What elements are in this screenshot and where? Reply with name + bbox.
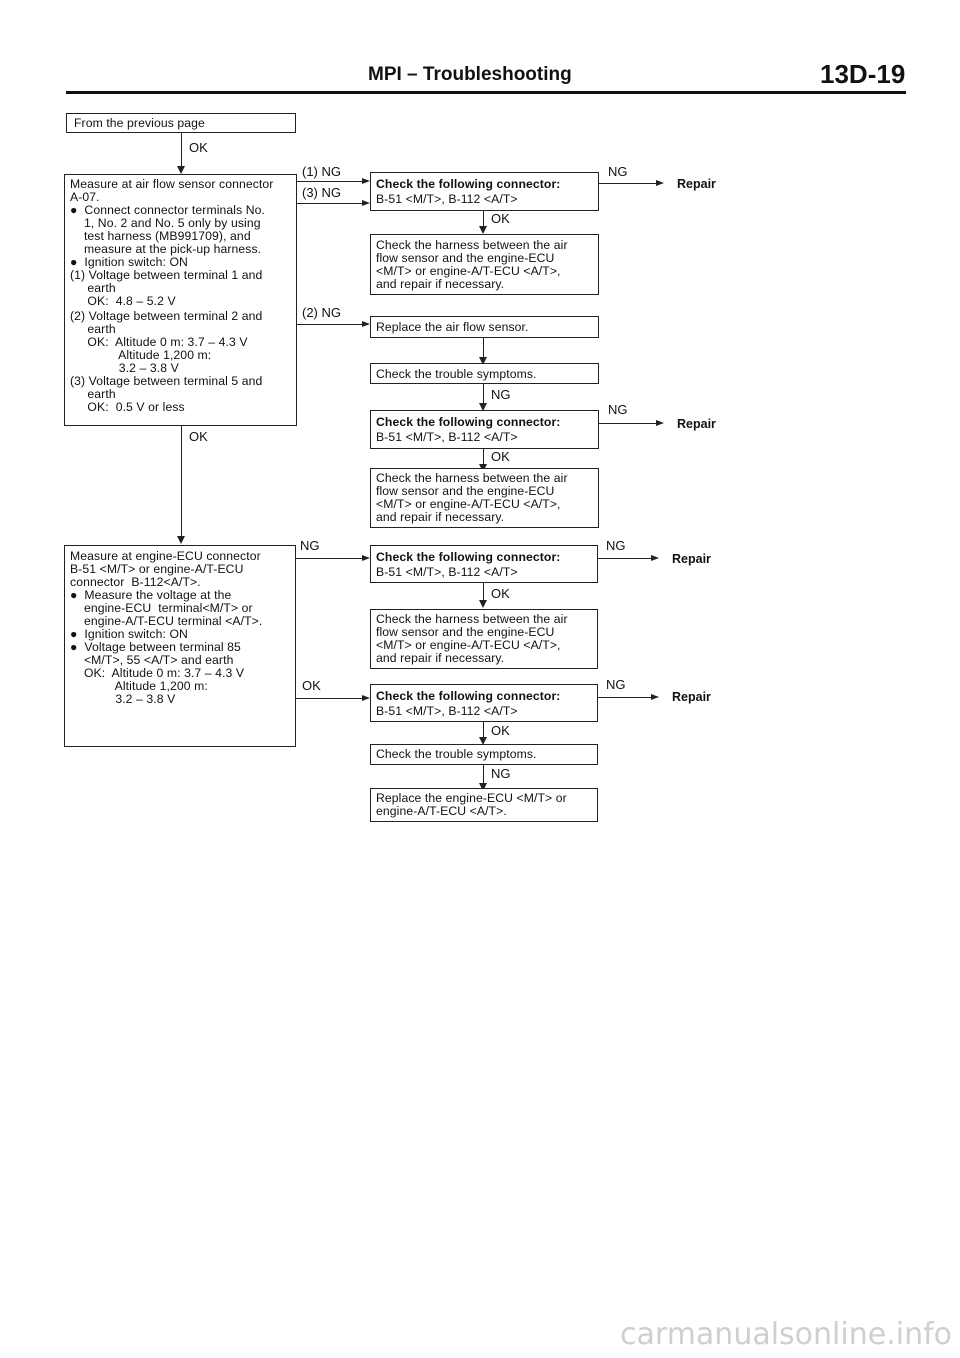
connector-line	[598, 697, 651, 698]
arrow-right	[651, 555, 659, 561]
box2-line: ● Ignition switch: ON	[70, 627, 188, 641]
box1-line: (3) Voltage between terminal 5 and	[70, 374, 263, 388]
arrow-right	[362, 695, 370, 701]
connector-line	[297, 181, 363, 182]
check-connector-detail: B-51 <M/T>, B-112 <A/T>	[376, 565, 518, 579]
box2-line: engine-ECU terminal<M/T> or	[70, 601, 253, 615]
repair-label: Repair	[677, 417, 716, 431]
ng1-label: (1) NG	[302, 164, 341, 179]
harness-line: <M/T> or engine-A/T-ECU <A/T>,	[376, 264, 561, 278]
repair-label: Repair	[677, 177, 716, 191]
box1-line: earth	[70, 281, 116, 295]
harness-line: <M/T> or engine-A/T-ECU <A/T>,	[376, 497, 561, 511]
harness-line: Check the harness between the air	[376, 612, 568, 626]
arrow-right	[362, 200, 370, 206]
check-harness-box	[370, 234, 599, 295]
repair-label: Repair	[672, 552, 711, 566]
prev-page-box	[66, 113, 296, 133]
ok-label: OK	[491, 211, 510, 226]
harness-line: flow sensor and the engine-ECU	[376, 251, 555, 265]
connector-line	[598, 558, 651, 559]
box2-line: connector B-112<A/T>.	[70, 575, 201, 589]
connector-line	[181, 133, 182, 169]
check-harness-box	[370, 468, 599, 528]
ng3-label: (3) NG	[302, 185, 341, 200]
box2-line: OK: Altitude 0 m: 3.7 – 4.3 V	[70, 666, 245, 680]
check-symptoms-box	[370, 744, 598, 765]
arrow-right	[656, 420, 664, 426]
harness-line: Check the harness between the air	[376, 238, 568, 252]
replace-sensor-text: Replace the air flow sensor.	[376, 320, 529, 334]
page-title: MPI – Troubleshooting	[368, 64, 572, 85]
ng-label: NG	[608, 402, 628, 417]
box2-line: B-51 <M/T> or engine-A/T-ECU	[70, 562, 244, 576]
harness-line: and repair if necessary.	[376, 277, 505, 291]
check-connector-box	[370, 684, 598, 722]
check-connector-title: Check the following connector:	[376, 177, 561, 191]
box1-line: ● Connect connector terminals No.	[70, 203, 266, 217]
connector-line	[599, 423, 656, 424]
box1-line: 3.2 – 3.8 V	[70, 361, 179, 375]
measure-ecu-box	[64, 545, 296, 747]
box1-line: (2) Voltage between terminal 2 and	[70, 309, 263, 323]
ok-label: OK	[491, 449, 510, 464]
connector-line	[297, 324, 363, 325]
box2-line: <M/T>, 55 <A/T> and earth	[70, 653, 234, 667]
box1-line: A-07.	[70, 190, 100, 204]
replace-ecu-line: Replace the engine-ECU <M/T> or	[376, 791, 567, 805]
harness-line: and repair if necessary.	[376, 510, 505, 524]
check-connector-title: Check the following connector:	[376, 415, 561, 429]
check-symptoms-text: Check the trouble symptoms.	[376, 367, 537, 381]
arrow-right	[362, 178, 370, 184]
measure-airflow-box	[64, 174, 297, 426]
arrow-down	[177, 536, 185, 544]
arrow-down	[479, 600, 487, 608]
replace-ecu-box	[370, 788, 598, 822]
ok-label: OK	[302, 678, 321, 693]
ok-label: OK	[189, 429, 208, 444]
ng-label: NG	[606, 677, 626, 692]
ng-label: NG	[608, 164, 628, 179]
arrow-down	[479, 226, 487, 234]
connector-line	[181, 426, 182, 539]
arrow-right	[651, 694, 659, 700]
box2-line: 3.2 – 3.8 V	[70, 692, 176, 706]
page-number: 13D-19	[820, 59, 906, 89]
check-harness-box	[370, 609, 598, 669]
connector-line	[296, 698, 363, 699]
box1-line: earth	[70, 387, 116, 401]
box1-line: OK: 4.8 – 5.2 V	[70, 294, 176, 308]
replace-ecu-line: engine-A/T-ECU <A/T>.	[376, 804, 507, 818]
box2-line: ● Voltage between terminal 85	[70, 640, 241, 654]
harness-line: flow sensor and the engine-ECU	[376, 625, 555, 639]
box1-line: Altitude 1,200 m:	[70, 348, 212, 362]
check-connector-detail: B-51 <M/T>, B-112 <A/T>	[376, 430, 518, 444]
arrow-right	[656, 180, 664, 186]
check-symptoms-text: Check the trouble symptoms.	[376, 747, 537, 761]
box1-line: earth	[70, 322, 116, 336]
box2-line: engine-A/T-ECU terminal <A/T>.	[70, 614, 263, 628]
ng-label: NG	[300, 538, 320, 553]
connector-line	[296, 558, 363, 559]
harness-line: and repair if necessary.	[376, 651, 505, 665]
prev-page-text: From the previous page	[74, 116, 205, 130]
harness-line: flow sensor and the engine-ECU	[376, 484, 555, 498]
check-connector-box	[370, 410, 599, 449]
connector-line	[297, 203, 363, 204]
check-connector-detail: B-51 <M/T>, B-112 <A/T>	[376, 192, 518, 206]
box1-line: test harness (MB991709), and	[70, 229, 251, 243]
arrow-right	[362, 321, 370, 327]
ng-label: NG	[491, 766, 511, 781]
box1-line: OK: 0.5 V or less	[70, 400, 185, 414]
check-connector-title: Check the following connector:	[376, 550, 561, 564]
ng-label: NG	[606, 538, 626, 553]
ok-label: OK	[491, 723, 510, 738]
harness-line: <M/T> or engine-A/T-ECU <A/T>,	[376, 638, 561, 652]
arrow-right	[362, 555, 370, 561]
harness-line: Check the harness between the air	[376, 471, 568, 485]
box2-line: Measure at engine-ECU connector	[70, 549, 261, 563]
check-connector-box	[370, 545, 598, 583]
connector-line	[599, 183, 656, 184]
box2-line: ● Measure the voltage at the	[70, 588, 232, 602]
box1-line: Measure at air flow sensor connector	[70, 177, 274, 191]
arrow-down	[177, 166, 185, 174]
check-symptoms-box	[370, 363, 599, 384]
box1-line: 1, No. 2 and No. 5 only by using	[70, 216, 261, 230]
ng-label: NG	[491, 387, 511, 402]
ok-label: OK	[189, 140, 208, 155]
box1-line: (1) Voltage between terminal 1 and	[70, 268, 263, 282]
box1-line: OK: Altitude 0 m: 3.7 – 4.3 V	[70, 335, 248, 349]
box2-line: Altitude 1,200 m:	[70, 679, 208, 693]
watermark: carmanualsonline.info	[620, 1317, 952, 1352]
ng2-label: (2) NG	[302, 305, 341, 320]
repair-label: Repair	[672, 690, 711, 704]
ok-label: OK	[491, 586, 510, 601]
check-connector-title: Check the following connector:	[376, 689, 561, 703]
check-connector-box	[370, 172, 599, 211]
header-rule	[66, 91, 906, 94]
check-connector-detail: B-51 <M/T>, B-112 <A/T>	[376, 704, 518, 718]
box1-line: ● Ignition switch: ON	[70, 255, 188, 269]
replace-sensor-box	[370, 316, 599, 338]
box1-line: measure at the pick-up harness.	[70, 242, 262, 256]
